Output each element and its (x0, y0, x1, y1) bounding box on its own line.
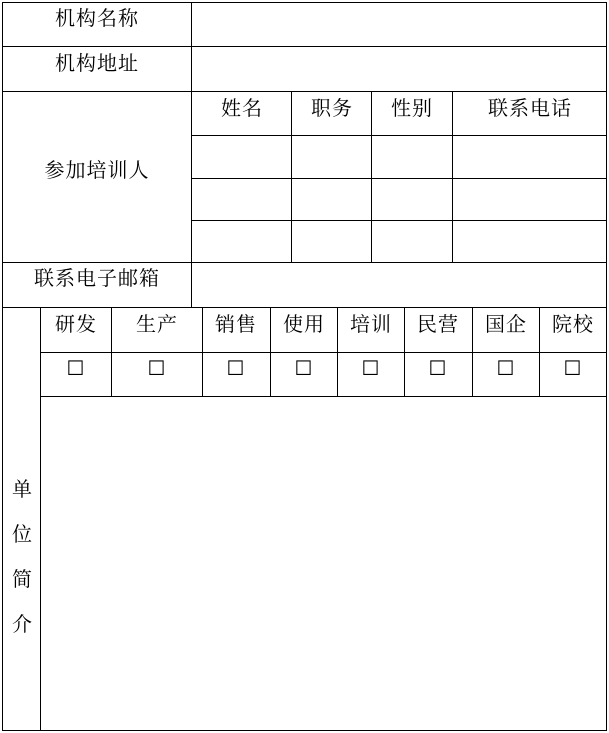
category-production-label: 生产 (136, 312, 178, 336)
participant-phone-field[interactable] (454, 222, 605, 261)
unit-intro-char: 介 (12, 612, 32, 636)
row-divider (40, 352, 607, 353)
participant-phone-field[interactable] (454, 180, 605, 219)
checkbox-institution[interactable]: ☐ (563, 356, 583, 380)
column-divider (40, 307, 41, 731)
org-name-label: 机构名称 (55, 6, 139, 30)
border-left (2, 2, 3, 731)
participant-position-field[interactable] (293, 180, 370, 219)
checkbox-private[interactable]: ☐ (428, 356, 448, 380)
header-position: 职务 (311, 96, 353, 120)
category-private-label: 民营 (417, 312, 459, 336)
column-divider (404, 307, 405, 396)
category-training-label: 培训 (350, 312, 392, 336)
checkbox-state-owned[interactable]: ☐ (496, 356, 516, 380)
category-institution-label: 院校 (552, 312, 594, 336)
participant-phone-field[interactable] (454, 137, 605, 177)
row-divider (191, 220, 607, 221)
checkbox-rnd[interactable]: ☐ (66, 356, 86, 380)
category-rnd-label: 研发 (55, 312, 97, 336)
unit-intro-char: 单 (12, 477, 32, 501)
row-divider (40, 396, 607, 397)
label-column-divider (191, 2, 192, 307)
row-divider (191, 135, 607, 136)
participant-gender-field[interactable] (373, 180, 451, 219)
column-divider (539, 307, 540, 396)
column-divider (472, 307, 473, 396)
border-bottom (2, 730, 607, 731)
column-divider (371, 91, 372, 262)
email-label: 联系电子邮箱 (34, 266, 160, 290)
participant-position-field[interactable] (293, 137, 370, 177)
checkbox-production[interactable]: ☐ (147, 356, 167, 380)
participant-gender-field[interactable] (373, 222, 451, 261)
org-address-field[interactable] (193, 48, 605, 90)
email-field[interactable] (193, 264, 605, 306)
unit-intro-textarea[interactable] (42, 398, 605, 729)
column-divider (202, 307, 203, 396)
participants-label: 参加培训人 (44, 158, 150, 182)
column-divider (452, 91, 453, 262)
header-phone: 联系电话 (488, 96, 572, 120)
border-right (606, 2, 607, 731)
participant-name-field[interactable] (193, 222, 290, 261)
border-top (2, 2, 607, 3)
checkbox-usage[interactable]: ☐ (294, 356, 314, 380)
row-divider (2, 307, 607, 308)
unit-intro-label (12, 477, 32, 657)
participant-gender-field[interactable] (373, 137, 451, 177)
participant-name-field[interactable] (193, 180, 290, 219)
row-divider (2, 262, 607, 263)
column-divider (111, 307, 112, 396)
column-divider (291, 91, 292, 262)
header-gender: 性别 (391, 96, 433, 120)
participant-position-field[interactable] (293, 222, 370, 261)
row-divider (2, 46, 607, 47)
org-address-label: 机构地址 (55, 51, 139, 75)
header-name: 姓名 (221, 96, 263, 120)
row-divider (191, 178, 607, 179)
category-state-owned-label: 国企 (485, 312, 527, 336)
org-name-field[interactable] (193, 4, 605, 45)
checkbox-training[interactable]: ☐ (361, 356, 381, 380)
column-divider (337, 307, 338, 396)
category-usage-label: 使用 (283, 312, 325, 336)
unit-intro-char: 简 (12, 567, 32, 591)
checkbox-sales[interactable]: ☐ (226, 356, 246, 380)
row-divider (2, 91, 607, 92)
unit-intro-char: 位 (12, 522, 32, 546)
participant-name-field[interactable] (193, 137, 290, 177)
column-divider (270, 307, 271, 396)
category-sales-label: 销售 (215, 312, 257, 336)
